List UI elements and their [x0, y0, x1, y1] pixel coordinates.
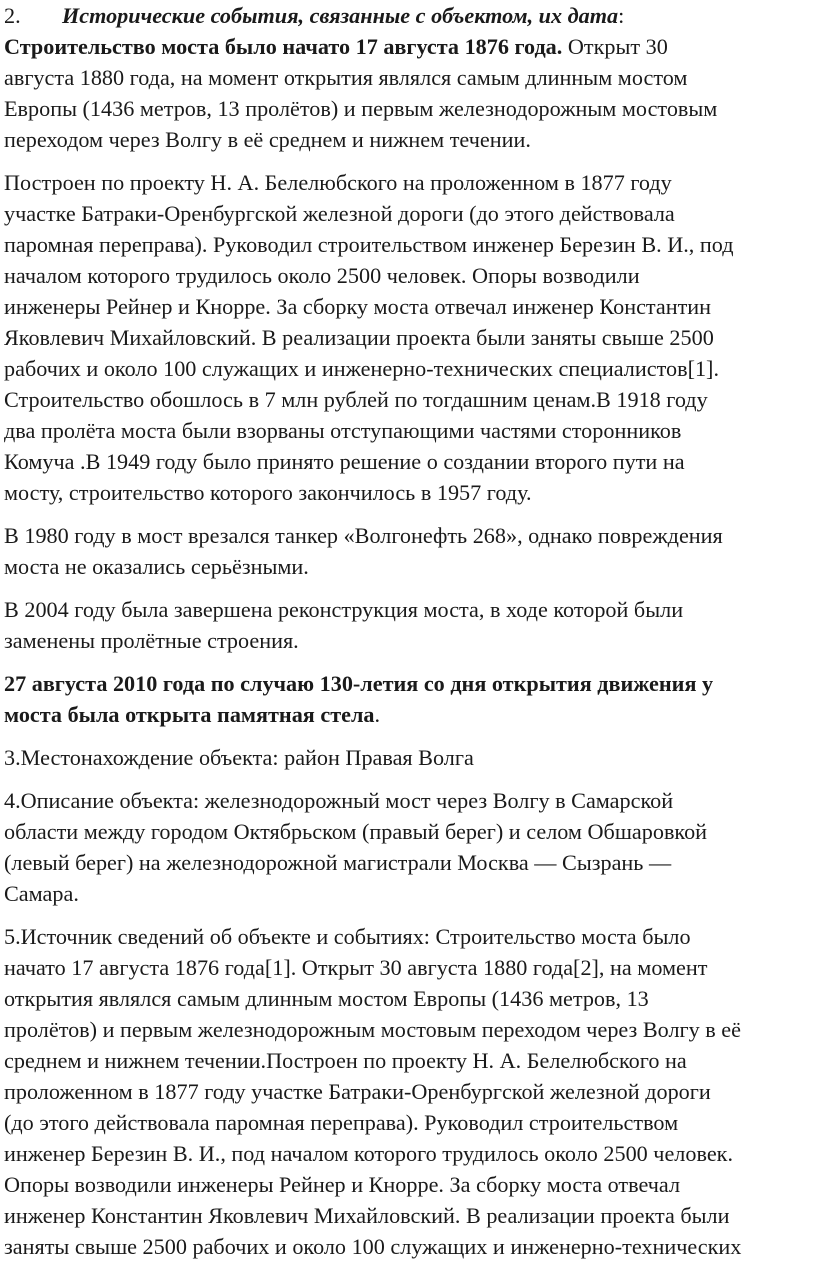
section-2-heading: Исторические события, связанные с объектом, их дата [62, 3, 619, 28]
paragraph-2010-bold: 27 августа 2010 года по случаю 130-летия со дня открытия движения у моста была открыта памятная стела [4, 671, 714, 727]
paragraph-construction: Построен по проекту Н. А. Белелюбского на проложенном в 1877 году участке Батраки-Оренбургской железной дороги (до этого действовала паромная переправа). Руководил строительством инженер Березин В. И., под началом которого трудилось около 2500 человек. Опоры возводили инженеры Рейнер и Кнорре. За сборку моста отвечал инженер Константин Яковлевич Михайловский. В реализации проекта были заняты свыше 2500 рабочих и около 100 служащих и инженерно-технических специалистов[1]. Строительство обошлось в 7 млн рублей по тогдашним ценам.В 1918 году два пролёта моста были взорваны отступающими частями сторонников Комуча .В 1949 году было принято решение о создании второго пути на мосту, строительство которого закончилось в 1957 году. [4, 170, 734, 505]
paragraph-2010-tail: . [374, 702, 381, 727]
section-2-paragraph [4, 0, 816, 155]
section-4-description: 4.Описание объекта: железнодорожный мост через Волгу в Самарской области между городом Октябрьском (правый берег) и селом Обшаровкой (левый берег) на железнодорожной магистрали Москва — Сызрань — Самара. [4, 788, 708, 906]
section-2-lead-rest: Открыт 30 августа 1880 года, на момент открытия являлся самым длинным мостом Европы (1436 метров, 13 пролётов) и первым железнодорожным мостовым переходом через Волгу в её среднем и нижнем течении. [4, 34, 718, 152]
section-2-lead-bold: Строительство моста было начато 17 августа 1876 года. [4, 34, 563, 59]
section-3-location: 3.Местонахождение объекта: район Правая Волга [4, 745, 474, 770]
paragraph-2010-stele [4, 668, 816, 730]
section-2-number: 2. [4, 3, 21, 28]
paragraph-1980-tanker: В 1980 году в мост врезался танкер «Волгонефть 268», однако повреждения моста не оказались серьёзными. [4, 523, 723, 579]
section-5-sources: 5.Источник сведений об объекте и событиях: Строительство моста было начато 17 августа 1876 года[1]. Открыт 30 августа 1880 года[2], на момент открытия являлся самым длинным мостом Европы (1436 метров, 13 пролётов) и первым железнодорожным мостовым переходом через Волгу в её среднем и нижнем течении.Построен по проекту Н. А. Белелюбского на проложенном в 1877 году участке Батраки-Оренбургской железной дороги (до этого действовала паромная переправа). Руководил строительством инженер Березин В. И., под началом которого трудилось около 2500 человек. Опоры возводили инженеры Рейнер и Кнорре. За сборку моста отвечал инженер Константин Яковлевич Михайловский. В реализации проекта были заняты свыше 2500 рабочих и около 100 служащих и инженерно-технических [4, 924, 742, 1259]
section-2-colon: : [618, 3, 625, 28]
paragraph-2004-reconstruction: В 2004 году была завершена реконструкция моста, в ходе которой были заменены пролётные строения. [4, 597, 684, 653]
